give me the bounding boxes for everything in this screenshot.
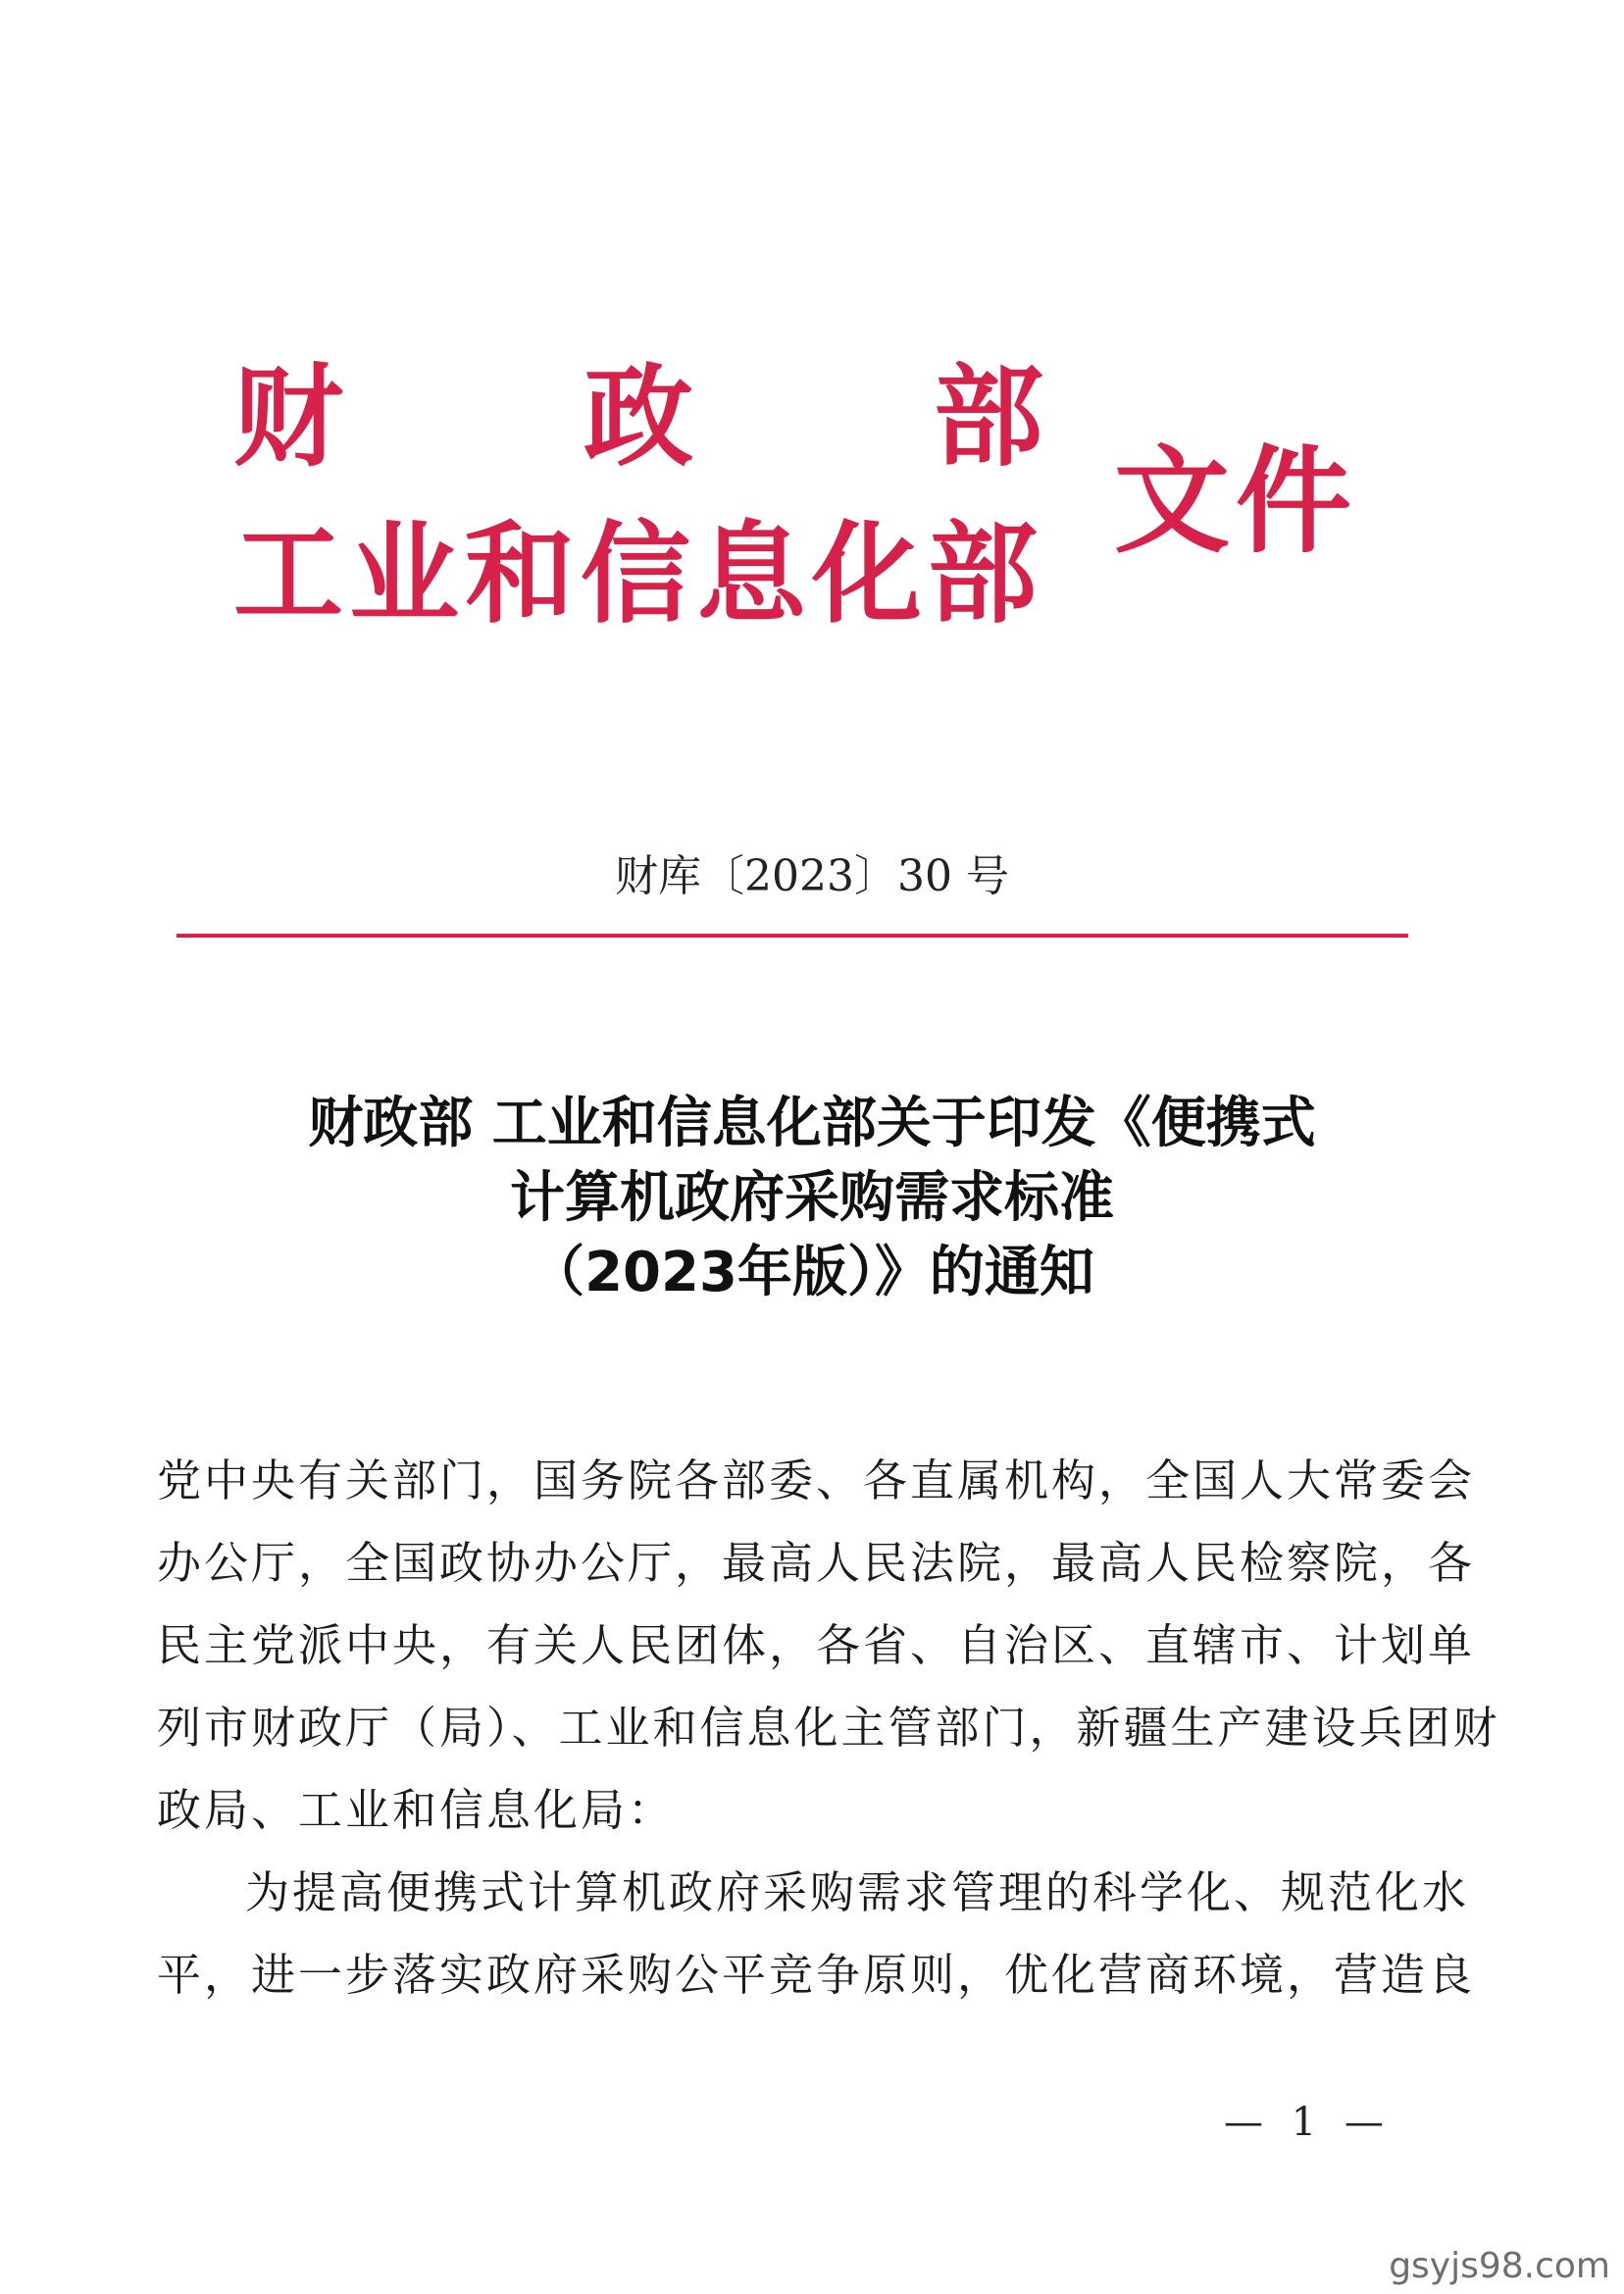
document-title bbox=[0, 1087, 1624, 1310]
document-number: 财库〔2023〕30 号 bbox=[615, 851, 1009, 901]
masthead-char: 政 bbox=[584, 354, 693, 482]
masthead-char: 部 bbox=[934, 354, 1043, 482]
paragraph-line: 平，进一步落实政府采购公平竞争原则，优化营商环境，营造良 bbox=[157, 1949, 1476, 2001]
site-watermark: gsyjs98.com bbox=[1389, 2246, 1610, 2286]
title-line: 计算机政府采购需求标准 bbox=[510, 1166, 1114, 1230]
addressee-block bbox=[157, 1440, 1500, 1852]
addressee-line: 列市财政厅（局）、工业和信息化主管部门，新疆生产建设兵团财 bbox=[157, 1702, 1500, 1754]
masthead-org-ministry-of-finance bbox=[233, 354, 1043, 482]
addressee-line: 民主党派中央，有关人民团体，各省、自治区、直辖市、计划单 bbox=[157, 1619, 1476, 1671]
title-line: 财政部 工业和信息化部关于印发《便携式 bbox=[308, 1092, 1316, 1155]
document-masthead bbox=[0, 0, 1624, 687]
masthead-org-miit: 工业和信息化部 bbox=[233, 511, 1043, 638]
body-paragraph bbox=[157, 1852, 1476, 2016]
page-number: — 1 — bbox=[1224, 2100, 1392, 2145]
addressee-line: 政局、工业和信息化局： bbox=[157, 1784, 676, 1836]
addressee-line: 办公厅，全国政协办公厅，最高人民法院，最高人民检察院，各 bbox=[157, 1537, 1476, 1589]
masthead-suffix: 文件 bbox=[1114, 433, 1358, 569]
title-line: （2023年版）》的通知 bbox=[530, 1241, 1094, 1304]
addressee-line: 党中央有关部门，国务院各部委、各直属机构，全国人大常委会 bbox=[157, 1454, 1476, 1506]
red-divider bbox=[177, 934, 1408, 938]
masthead-char: 财 bbox=[233, 354, 343, 482]
paragraph-line: 为提高便携式计算机政府采购需求管理的科学化、规范化水 bbox=[245, 1866, 1470, 1918]
